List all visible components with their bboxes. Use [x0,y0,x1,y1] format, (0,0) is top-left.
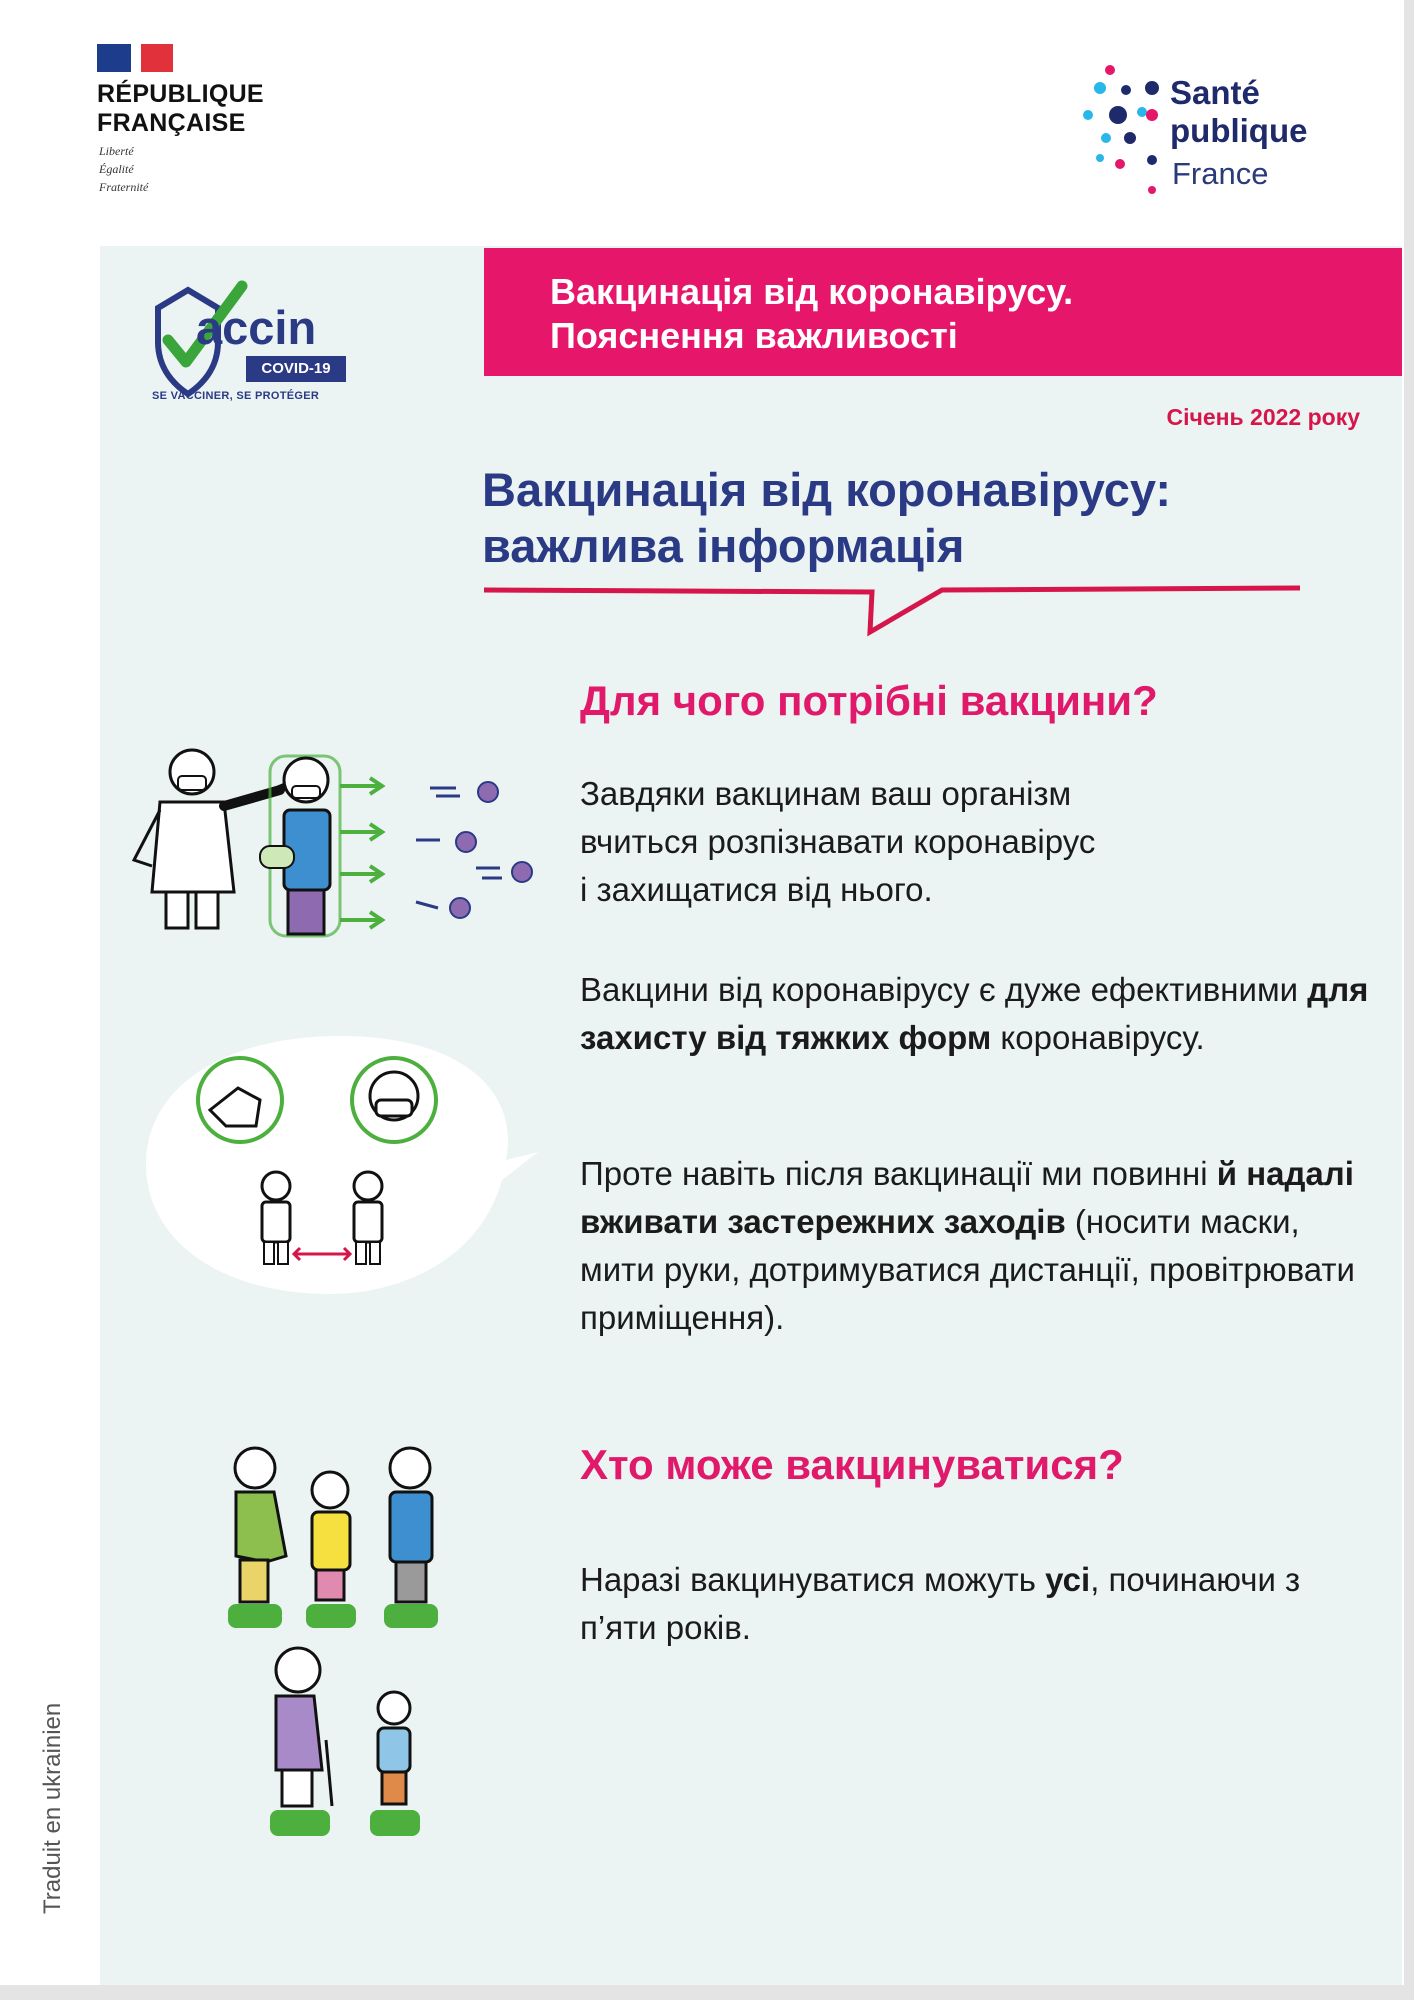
publication-date: Січень 2022 року [1166,404,1360,430]
republique-francaise-name: RÉPUBLIQUE FRANÇAISE [97,80,264,137]
marianne-flag-logo [97,44,173,72]
banner-title: Вакцинація від коронавірусу. Пояснення важливості [550,271,1074,356]
precautions-bubble-icon [140,1030,540,1300]
translation-note: Traduit en ukrainien [39,1702,66,1914]
main-heading: Вакцинація від коронавірусу: важлива інформація [482,463,1172,572]
doctor-vaccination-icon [130,742,550,952]
speech-underline-icon [482,580,1302,640]
paragraph-precautions: Проте навіть після вакцинації ми повинні й надалі вживати застережних заходів (носити маски, мити руки, дотримуватися дистанції, провітрювати приміщення). [580,1155,1355,1336]
paragraph-vaccines-effective: Вакцини від коронавірусу є дуже ефективними для захисту від тяжких форм коронавірусу. [580,971,1369,1056]
sante-publique-name: Santé publique [1170,74,1308,149]
sante-publique-country: France [1172,156,1269,191]
vaccin-slogan: SE VACCINER, SE PROTÉGER [152,390,320,402]
sante-publique-dots-logo [1070,60,1170,210]
vaccin-covid-badge: COVID-19 [246,356,346,382]
vaccin-word: accin [196,301,317,354]
republique-motto: Liberté Égalité Fraternité [99,144,149,194]
paragraph-vaccines-teach: Завдяки вакцинам ваш організм вчиться розпізнавати коронавірус і захищатися від нього. [580,775,1096,908]
people-all-ages-icon [210,1440,490,1850]
section-title-why-vaccines: Для чого потрібні вакцини? [580,677,1158,724]
section-title-who-can-vaccinate: Хто може вакцинуватися? [580,1441,1124,1488]
paragraph-everyone-eligible: Наразі вакцинуватися можуть усі, починаючи з п’яти років. [580,1561,1301,1646]
